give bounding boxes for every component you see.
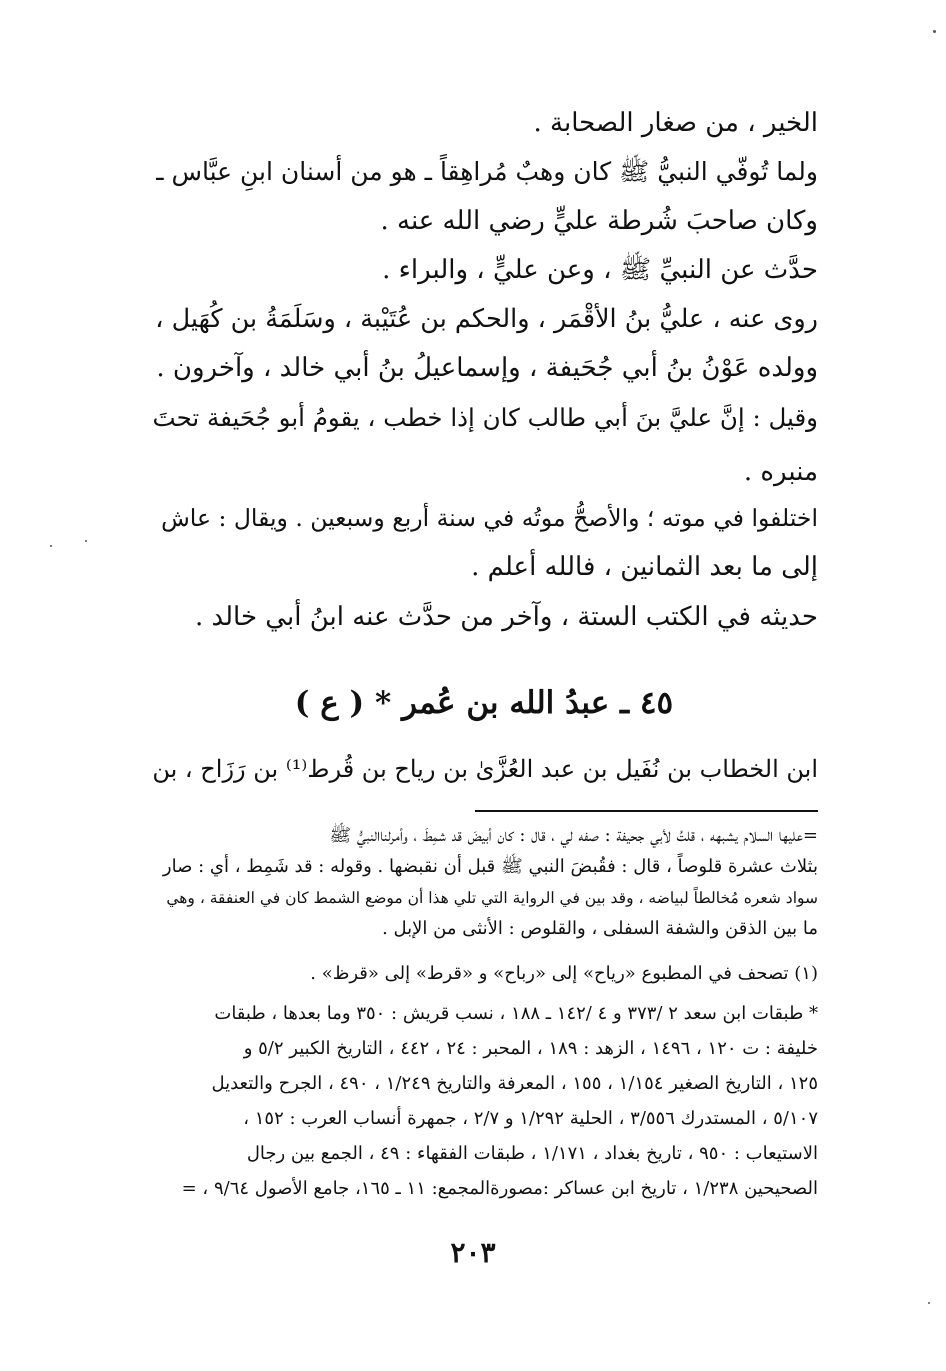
text-line: اختلفوا في موته ؛ والأصحُّ موتُه في سنة أربع وسبعين . ويقال : عاش: [161, 504, 818, 532]
references-line: ٥/١٠٧ ، المستدرك ٣/٥٥٦ ، الحلية ١/٢٩٢ و ٢/٧ ، جمهرة أنساب العرب : ١٥٢ ،: [243, 1108, 818, 1129]
footnote-line: (١) تصحف في المطبوع «رياح» إلى «رباح» و «قرط» إلى «قرظ» .: [310, 963, 818, 984]
scan-speck: [85, 540, 87, 542]
footnote-line: ما بين الذقن والشفة السفلى ، والقلوص : الأنثى من الإبل .: [382, 918, 818, 939]
footnote-line: سواد شعره مُخالطاً لبياضه ، وقد بين في الرواية التي تلي هذا أن موضع الشمط كان في العنفقة ، وهي: [166, 889, 818, 907]
text-line: حديثه في الكتب الستة ، وآخر من حدَّث عنه ابنُ أبي خالد .: [194, 602, 818, 632]
text-line: إلى ما بعد الثمانين ، فالله أعلم .: [471, 552, 818, 582]
text-line: وكان صاحبَ شُرطة عليٍّ رضي الله عنه .: [380, 206, 818, 236]
text-line: الخير ، من صغار الصحابة .: [533, 108, 818, 138]
text-line: ولما تُوفّي النبيُّ ﷺ كان وهبٌ مُراهِقاً ـ هو من أسنان ابنِ عبَّاس ـ: [156, 157, 818, 186]
lineage-line: ابن الخطاب بن نُفَيل بن عبد العُزَّىٰ بن رياح بن قُرط⁽¹⁾ بن رَزَاح ، بن: [152, 755, 818, 783]
footnote-line: =عليها السلام يشبهه ، قلتُ لأبي جحيفة : صفه لي ، قال : كان أبيضَ قد شمِطَ ، وأمرلناالنبيُّ ﷺ: [329, 825, 818, 846]
footnote-divider: [475, 810, 818, 812]
references-line: الاستيعاب : ٩٥٠ ، تاريخ بغداد ، ١/١٧١ ، طبقات الفقهاء : ٤٩ ، الجمع بين رجال: [246, 1143, 818, 1164]
footnote-line: بثلاث عشرة قلوصاً ، قال : فقُبضَ النبي ﷺ قبل أن نقبضها . وقوله : قد شَمِط ، أي : صار: [162, 856, 818, 877]
page-number: ٢٠٣: [450, 1236, 496, 1269]
scan-speck: [928, 1302, 930, 1304]
text-line: وقيل : إنَّ عليَّ بنَ أبي طالب كان إذا خطب ، يقومُ أبو جُحَيفة تحتَ: [152, 403, 818, 432]
scan-speck: [933, 30, 936, 33]
references-line: خليفة : ت ١٢٠ ، ١٤٩٦ ، الزهد : ١٨٩ ، المحبر : ٢٤ ، ٤٤٢ ، التاريخ الكبير ٥/٢ و: [243, 1038, 818, 1059]
text-line: روى عنه ، عليُّ بنُ الأقْمَر ، والحكم بن عُتَيْبة ، وسَلَمَةُ بن كُهَيل ،: [155, 304, 818, 334]
biography-heading: ٤٥ ـ عبدُ الله بن عُمر * ( ع ): [294, 685, 674, 721]
text-line: حدَّث عن النبيِّ ﷺ ، وعن عليٍّ ، والبراء .: [382, 255, 818, 285]
text-line: منبره .: [743, 457, 818, 487]
references-line: * طبقات ابن سعد ٢ /٣٧٣ و ٤ /١٤٢ ـ ١٨٨ ، نسب قريش : ٣٥٠ وما بعدها ، طبقات: [214, 1003, 818, 1024]
text-line: وولده عَوْنُ بنُ أبي جُحَيفة ، وإسماعيلُ بنُ أبي خالد ، وآخرون .: [156, 353, 818, 383]
references-line: الصحيحين ١/٢٣٨ ، تاريخ ابن عساكر :مصورةالمجمع: ١١ ـ ١٦٥، جامع الأصول ٩/٦٤ ، =: [181, 1178, 818, 1199]
references-line: ١٢٥ ، التاريخ الصغير ١/١٥٤ ، ١٥٥ ، المعرفة والتاريخ ١/٢٤٩ ، ٤٩٠ ، الجرح والتعديل: [211, 1073, 818, 1094]
scan-speck: [50, 545, 52, 547]
